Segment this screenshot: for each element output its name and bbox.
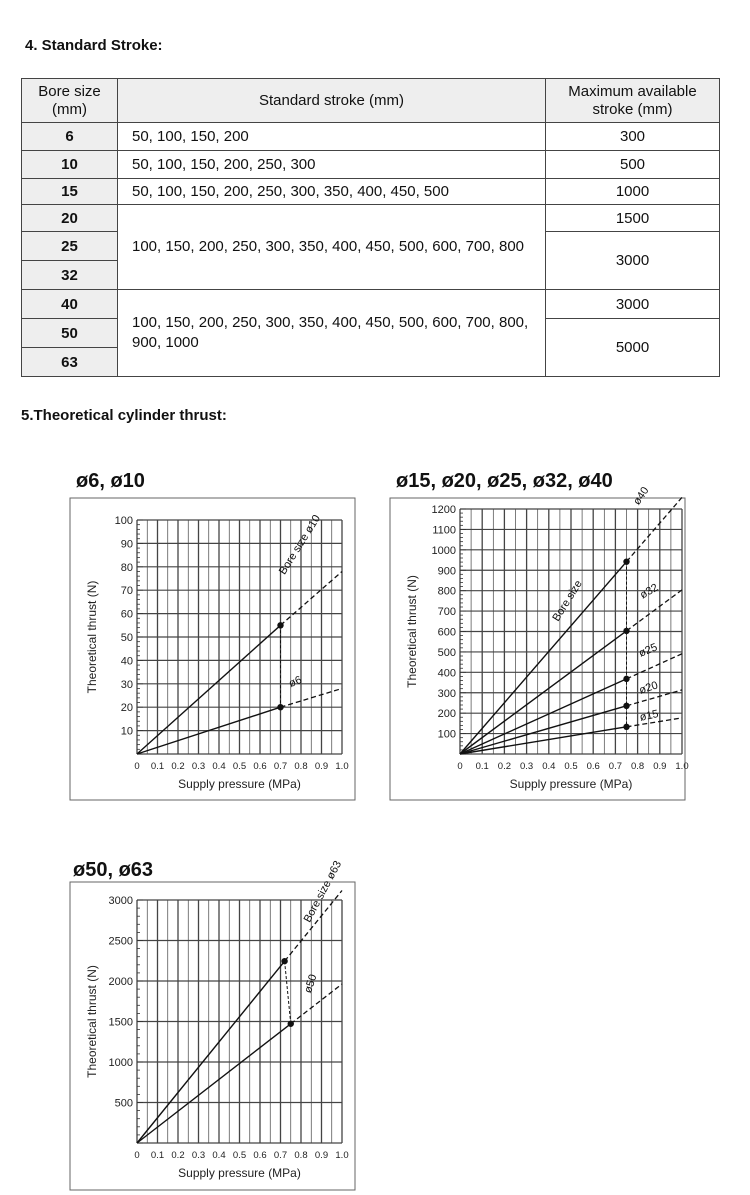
y-tick-label: 800	[437, 585, 456, 598]
x-tick-label: 0.5	[232, 1150, 247, 1161]
chart-title: ø50, ø63	[73, 859, 154, 881]
y-tick-label: 40	[120, 655, 133, 668]
y-tick-label: 500	[114, 1097, 133, 1110]
chart-title: ø6, ø10	[76, 470, 145, 492]
bore-cell: 15	[22, 179, 118, 205]
x-tick-label: 0.7	[273, 1150, 288, 1161]
y-tick-label: 10	[120, 725, 133, 738]
y-tick-label: 600	[437, 626, 456, 639]
y-tick-label: 900	[437, 565, 456, 578]
max-stroke-cell: 500	[546, 151, 720, 179]
x-tick-label: 0.1	[150, 1150, 165, 1161]
chart-frame	[70, 882, 355, 1190]
standard-stroke-cell: 50, 100, 150, 200, 250, 300	[118, 151, 546, 179]
x-tick-label: 0.4	[542, 761, 556, 772]
x-tick-label: 0.6	[253, 1150, 267, 1161]
x-tick-label: 0.7	[608, 761, 623, 772]
x-tick-label: 0	[134, 1150, 140, 1161]
x-tick-label: 1.0	[335, 761, 349, 772]
y-axis-label: Theoretical thrust (N)	[85, 965, 99, 1078]
bore-cell: 40	[22, 290, 118, 319]
x-tick-label: 0.6	[253, 761, 267, 772]
series-label-ø10: Bore size ø10	[276, 512, 324, 577]
x-tick-label: 0.2	[171, 1150, 185, 1161]
series-label-ø63: Bore size ø63	[301, 858, 345, 925]
x-tick-label: 0.5	[564, 761, 578, 772]
series-line-solid-ø63	[137, 961, 285, 1143]
y-axis-label: Theoretical thrust (N)	[85, 580, 99, 694]
x-tick-label: 0.9	[653, 761, 667, 772]
y-tick-label: 700	[437, 606, 456, 619]
standard-stroke-header: Standard stroke (mm)	[118, 79, 546, 123]
x-tick-label: 0.1	[150, 761, 165, 772]
y-tick-label: 60	[120, 608, 133, 621]
y-tick-label: 90	[120, 538, 133, 551]
bore-cell: 6	[22, 123, 118, 151]
series-label-ø15: ø15	[638, 708, 660, 724]
x-tick-label: 0.2	[497, 761, 512, 772]
x-tick-label: 0.7	[273, 761, 288, 772]
y-tick-label: 50	[120, 632, 133, 644]
x-axis-label: Supply pressure (MPa)	[509, 777, 633, 791]
x-tick-label: 0.1	[475, 761, 489, 772]
y-tick-label: 1200	[431, 504, 456, 516]
y-tick-label: 3000	[108, 895, 133, 907]
y-tick-label: 1000	[108, 1057, 133, 1069]
bore-size-header: Bore size (mm)	[22, 79, 118, 123]
y-tick-label: 400	[437, 667, 456, 680]
x-tick-label: 0.3	[191, 1150, 206, 1161]
y-tick-label: 1000	[431, 544, 456, 557]
series-line-solid-ø50	[137, 1024, 291, 1143]
x-tick-label: 0.9	[314, 761, 329, 772]
standard-stroke-cell: 100, 150, 200, 250, 300, 350, 400, 450, 500, 600, 700, 800	[118, 205, 546, 290]
bore-cell: 25	[22, 232, 118, 261]
x-tick-label: 0.8	[630, 761, 645, 772]
y-tick-label: 70	[120, 585, 133, 598]
x-tick-label: 0.9	[314, 1150, 329, 1161]
y-tick-label: 30	[120, 678, 133, 691]
series-label-ø20: ø20	[637, 679, 660, 697]
x-tick-label: 0.2	[171, 761, 185, 772]
max-stroke-cell: 5000	[546, 319, 720, 377]
series-label-ø40: ø40	[631, 484, 652, 508]
y-tick-label: 300	[437, 687, 456, 700]
section-4-title: 4. Standard Stroke:	[25, 37, 163, 54]
x-tick-label: 0.5	[232, 761, 247, 772]
x-tick-label: 1.0	[335, 1150, 349, 1161]
series-label-ø32: ø32	[638, 581, 661, 602]
x-axis-label: Supply pressure (MPa)	[178, 1166, 301, 1180]
y-tick-label: 200	[437, 708, 456, 721]
series-label-ø25: ø25	[637, 641, 660, 660]
y-tick-label: 1100	[432, 524, 456, 537]
max-stroke-cell: 1000	[546, 179, 720, 205]
y-tick-label: 2500	[108, 935, 133, 948]
series-label-ø6: ø6	[287, 674, 304, 690]
x-tick-label: 0	[457, 761, 463, 772]
section-5-title: 5.Theoretical cylinder thrust:	[21, 407, 227, 424]
y-tick-label: 2000	[108, 976, 133, 988]
bore-cell: 10	[22, 151, 118, 179]
bore-cell: 32	[22, 261, 118, 290]
max-stroke-cell: 1500	[546, 205, 720, 232]
standard-stroke-cell: 50, 100, 150, 200, 250, 300, 350, 400, 450, 500	[118, 179, 546, 205]
bore-cell: 20	[22, 205, 118, 232]
max-stroke-cell: 3000	[546, 290, 720, 319]
bore-cell: 50	[22, 319, 118, 348]
y-tick-label: 100	[114, 515, 133, 527]
x-tick-label: 0.8	[294, 1150, 308, 1161]
x-tick-label: 0.4	[212, 1150, 226, 1161]
y-tick-label: 1500	[108, 1016, 133, 1029]
standard-stroke-cell: 50, 100, 150, 200	[118, 123, 546, 151]
x-axis-label: Supply pressure (MPa)	[178, 777, 301, 791]
x-tick-label: 0.3	[519, 761, 534, 772]
y-tick-label: 80	[120, 561, 133, 574]
bore-size-label: Bore size	[550, 578, 585, 624]
max-stroke-cell: 3000	[546, 232, 720, 290]
series-label-ø50: ø50	[302, 972, 320, 995]
operating-pressure-line	[285, 961, 291, 1024]
max-stroke-header: Maximum available stroke (mm)	[546, 79, 720, 123]
y-tick-label: 100	[437, 728, 456, 741]
max-stroke-cell: 300	[546, 123, 720, 151]
x-tick-label: 0.4	[212, 761, 226, 772]
y-tick-label: 500	[437, 646, 456, 659]
bore-cell: 63	[22, 348, 118, 377]
x-tick-label: 0.6	[586, 761, 600, 772]
x-tick-label: 1.0	[675, 761, 689, 772]
chart-title: ø15, ø20, ø25, ø32, ø40	[396, 470, 613, 492]
y-tick-label: 20	[120, 702, 133, 715]
series-line-dashed-ø50	[291, 984, 342, 1024]
x-tick-label: 0.3	[191, 761, 206, 772]
x-tick-label: 0.8	[294, 761, 308, 772]
standard-stroke-cell: 100, 150, 200, 250, 300, 350, 400, 450, 500, 600, 700, 800, 900, 1000	[118, 290, 546, 377]
y-axis-label: Theoretical thrust (N)	[405, 575, 419, 688]
x-tick-label: 0	[134, 761, 140, 772]
